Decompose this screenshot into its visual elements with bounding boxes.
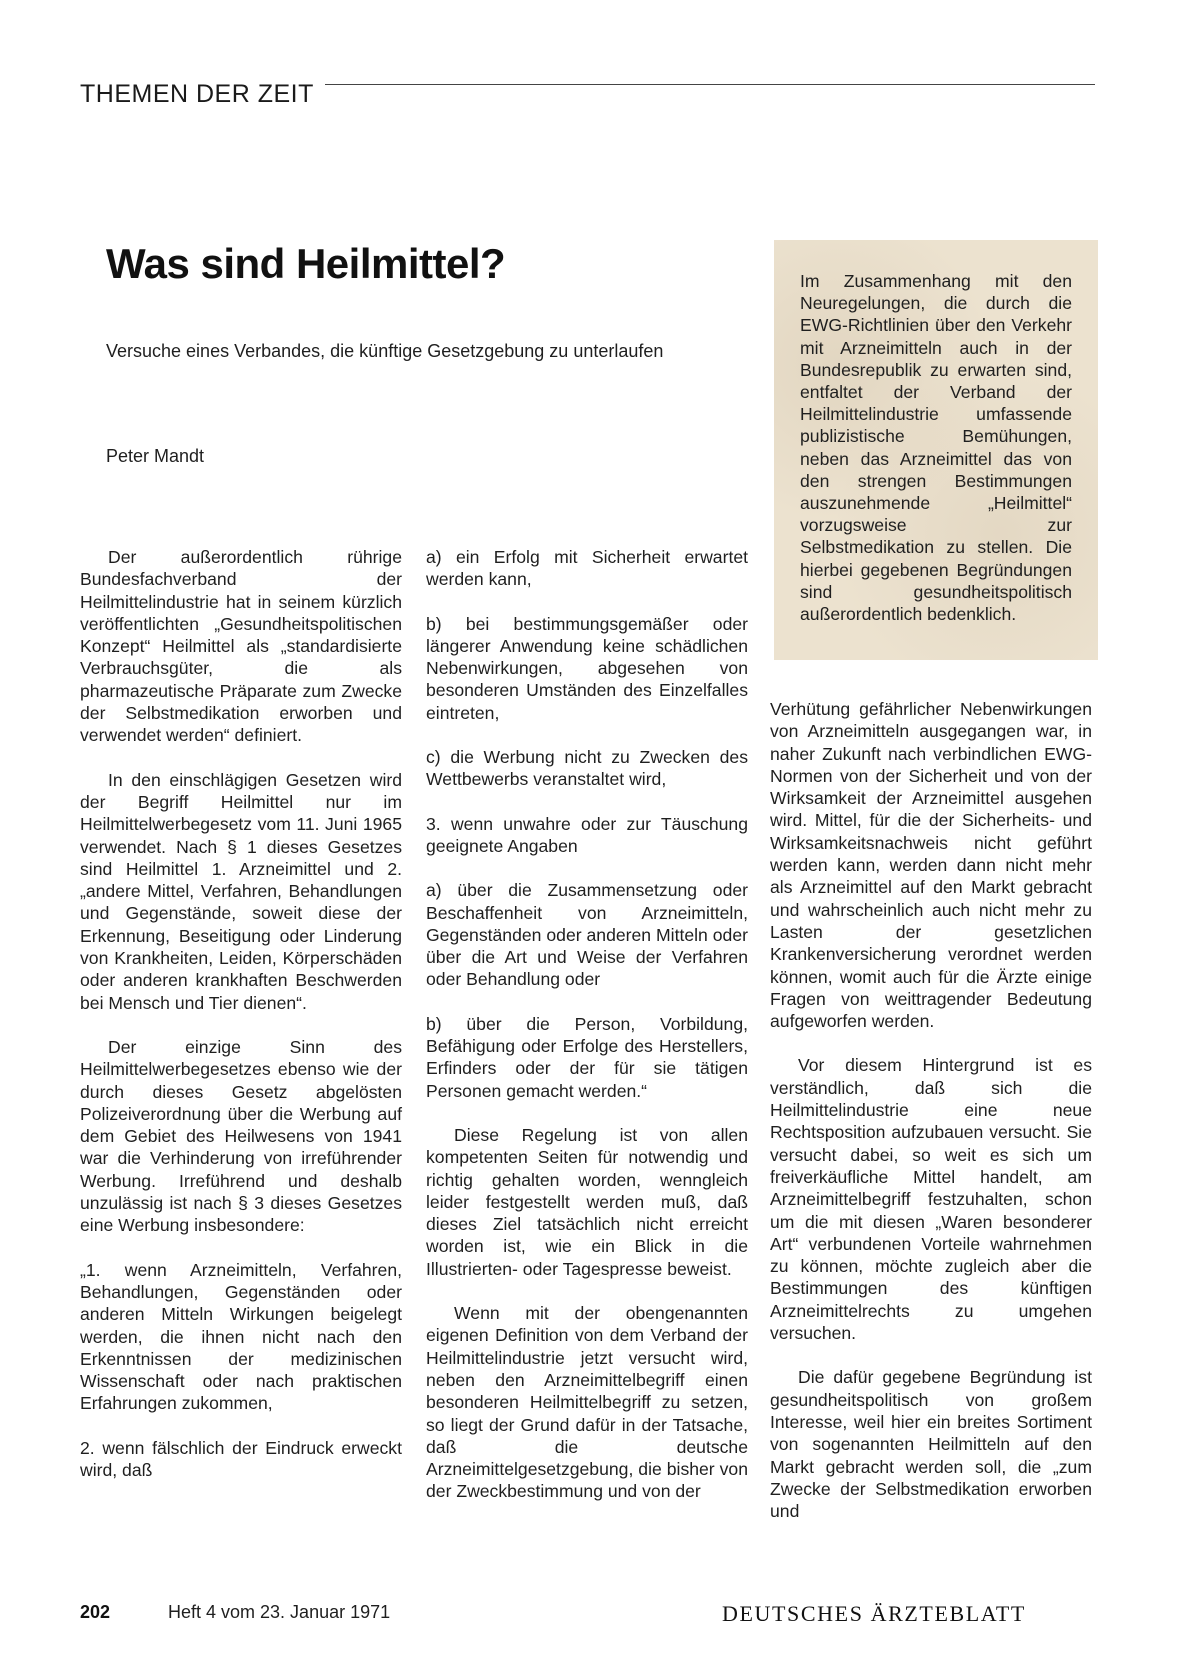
article-subtitle: Versuche eines Verbandes, die künftige Gesetzgebung zu unterlaufen [106, 341, 664, 361]
article-title: Was sind Heilmittel? [106, 240, 506, 287]
paragraph: 2. wenn fälschlich der Eindruck erweckt wird, daß [80, 1437, 402, 1480]
paragraph: Der einzige Sinn des Heilmittelwerbegesetzes ebenso wie der durch dieses Gesetz abgelösten Polizeiverordnung über die Werbung auf dem Gebiet des Heilwesens von 1941 war die Verhinderung von irreführender Werbung. Irreführend und deshalb unzulässig ist nach § 3 dieses Gesetzes eine Werbung insbesondere: [80, 1036, 402, 1236]
paragraph: Vor diesem Hintergrund ist es verständlich, daß sich die Heilmittelindustrie eine neue Rechtsposition aufzubauen versucht. Sie versucht dabei, so weit es sich um freiverkäufliche Mittel handelt, am Arzneimittelbegriff festzuhalten, schon um die mit diesen „Waren besonderer Art“ verbundenen Vorteile wahrnehmen zu können, möchte zugleich aber die Bestimmungen des künftigen Arzneimittelrechts zu umgehen versuchen. [770, 1055, 1092, 1344]
paragraph: 3. wenn unwahre oder zur Täuschung geeignete Angaben [426, 813, 748, 856]
body-column-2 [426, 546, 748, 1503]
article-author: Peter Mandt [106, 446, 205, 466]
issue-info: Heft 4 vom 23. Januar 1971 [168, 1602, 391, 1622]
paragraph: Verhütung gefährlicher Nebenwirkungen von Arzneimitteln ausgegangen war, in naher Zukunft nach verbindlichen EWG-Normen von der Sicherheit und von der Wirksamkeit der Arzneimittel ausgehen wird. Mittel, für die der Sicherheits- und Wirksamkeitsnachweis nicht geführt werden kann, werden dann nicht mehr als Arzneimittel auf den Markt gebracht und wahrscheinlich auch nicht mehr zu Lasten der gesetzlichen Krankenversicherung verordnet werden können, womit auch für die Ärzte einige Fragen von weittragender Bedeutung aufgeworfen werden. [770, 699, 1092, 1032]
paragraph: Wenn mit der obengenannten eigenen Definition von dem Verband der Heilmittelindustrie jetzt versucht wird, neben den Arzneimittelbegriff einen besonderen Heilmittelbegriff zu setzen, so liegt der Grund dafür in der Tatsache, daß die deutsche Arzneimittelgesetzgebung, die bisher von der Zweckbestimmung und von der [426, 1303, 748, 1502]
paragraph: „1. wenn Arzneimitteln, Verfahren, Behandlungen, Gegenständen oder anderen Mitteln Wirkungen beigelegt werden, die ihnen nicht nach den Erkenntnissen der medizinischen Wissenschaft oder nach praktischen Erfahrungen zukommen, [80, 1259, 402, 1414]
paragraph: a) über die Zusammensetzung oder Beschaffenheit von Arzneimitteln, Gegenständen oder anderen Mitteln oder über die Art und Weise der Verfahren oder Behandlung oder [426, 880, 748, 990]
paragraph: Der außerordentlich rührige Bundesfachverband der Heilmittelindustrie hat in seinem kürzlich veröffentlichten „Gesundheitspolitischen Konzept“ Heilmittel als „standardisierte Verbrauchsgüter, die als pharmazeutische Präparate zum Zwecke der Selbstmedikation erworben und verwendet werden“ definiert. [80, 547, 402, 746]
paragraph: In den einschlägigen Gesetzen wird der Begriff Heilmittel nur im Heilmittelwerbegesetz vom 11. Juni 1965 verwendet. Nach § 1 dieses Gesetzes sind Heilmittel 1. Arzneimittel und 2. „andere Mittel, Verfahren, Behandlungen und Gegenstände, soweit diese der Erkennung, Beseitigung oder Linderung von Krankheiten, Leiden, Körperschäden oder anderen krankhaften Beschwerden bei Mensch und Tier dienen“. [80, 769, 402, 1013]
paragraph: b) über die Person, Vorbildung, Befähigung oder Erfolge des Herstellers, Erfinders oder der für sie tätigen Personen gemacht werden.“ [426, 1013, 748, 1101]
paragraph: a) ein Erfolg mit Sicherheit erwartet werden kann, [426, 547, 748, 590]
body-column-3 [770, 698, 1092, 1522]
paragraph: c) die Werbung nicht zu Zwecken des Wettbewerbs veranstaltet wird, [426, 747, 748, 790]
page-number: 202 [80, 1602, 111, 1622]
paragraph: Diese Regelung ist von allen kompetenten Seiten für notwendig und richtig gehalten worden, wenngleich leider festgestellt werden muß, daß dieses Ziel tatsächlich nicht erreicht worden ist, wie ein Blick in die Illustrierten- oder Tagespresse beweist. [426, 1124, 748, 1279]
paragraph: Die dafür gegebene Begründung ist gesundheitspolitisch von großem Interesse, weil hier ein breites Sortiment von sogenannten Heilmitteln auf den Markt gebracht werden soll, die „zum Zwecke der Selbstmedikation erworben und [770, 1367, 1092, 1522]
header-rule [325, 84, 1095, 85]
callout-text: Im Zusammenhang mit den Neuregelungen, die durch die EWG-Richtlinien über den Verkehr mit Arzneimitteln auch in der Bundesrepublik zu erwarten sind, entfaltet der Verband der Heilmittelindustrie umfassende publizistische Bemühungen, neben das Arzneimittel das von den strengen Bestimmungen auszunehmende „Heilmittel“ vorzugsweise zur Selbstmedikation zu stellen. Die hierbei gegebenen Begründungen sind gesundheitspolitisch außerordentlich bedenklich. [800, 271, 1072, 625]
paragraph: b) bei bestimmungsgemäßer oder längerer Anwendung keine schädlichen Nebenwirkungen, abgesehen von besonderen Umständen des Einzelfalles eintreten, [426, 613, 748, 723]
section-label: THEMEN DER ZEIT [80, 80, 314, 108]
journal-name: DEUTSCHES ÄRZTEBLATT [722, 1601, 1026, 1626]
body-column-1 [80, 546, 402, 1481]
